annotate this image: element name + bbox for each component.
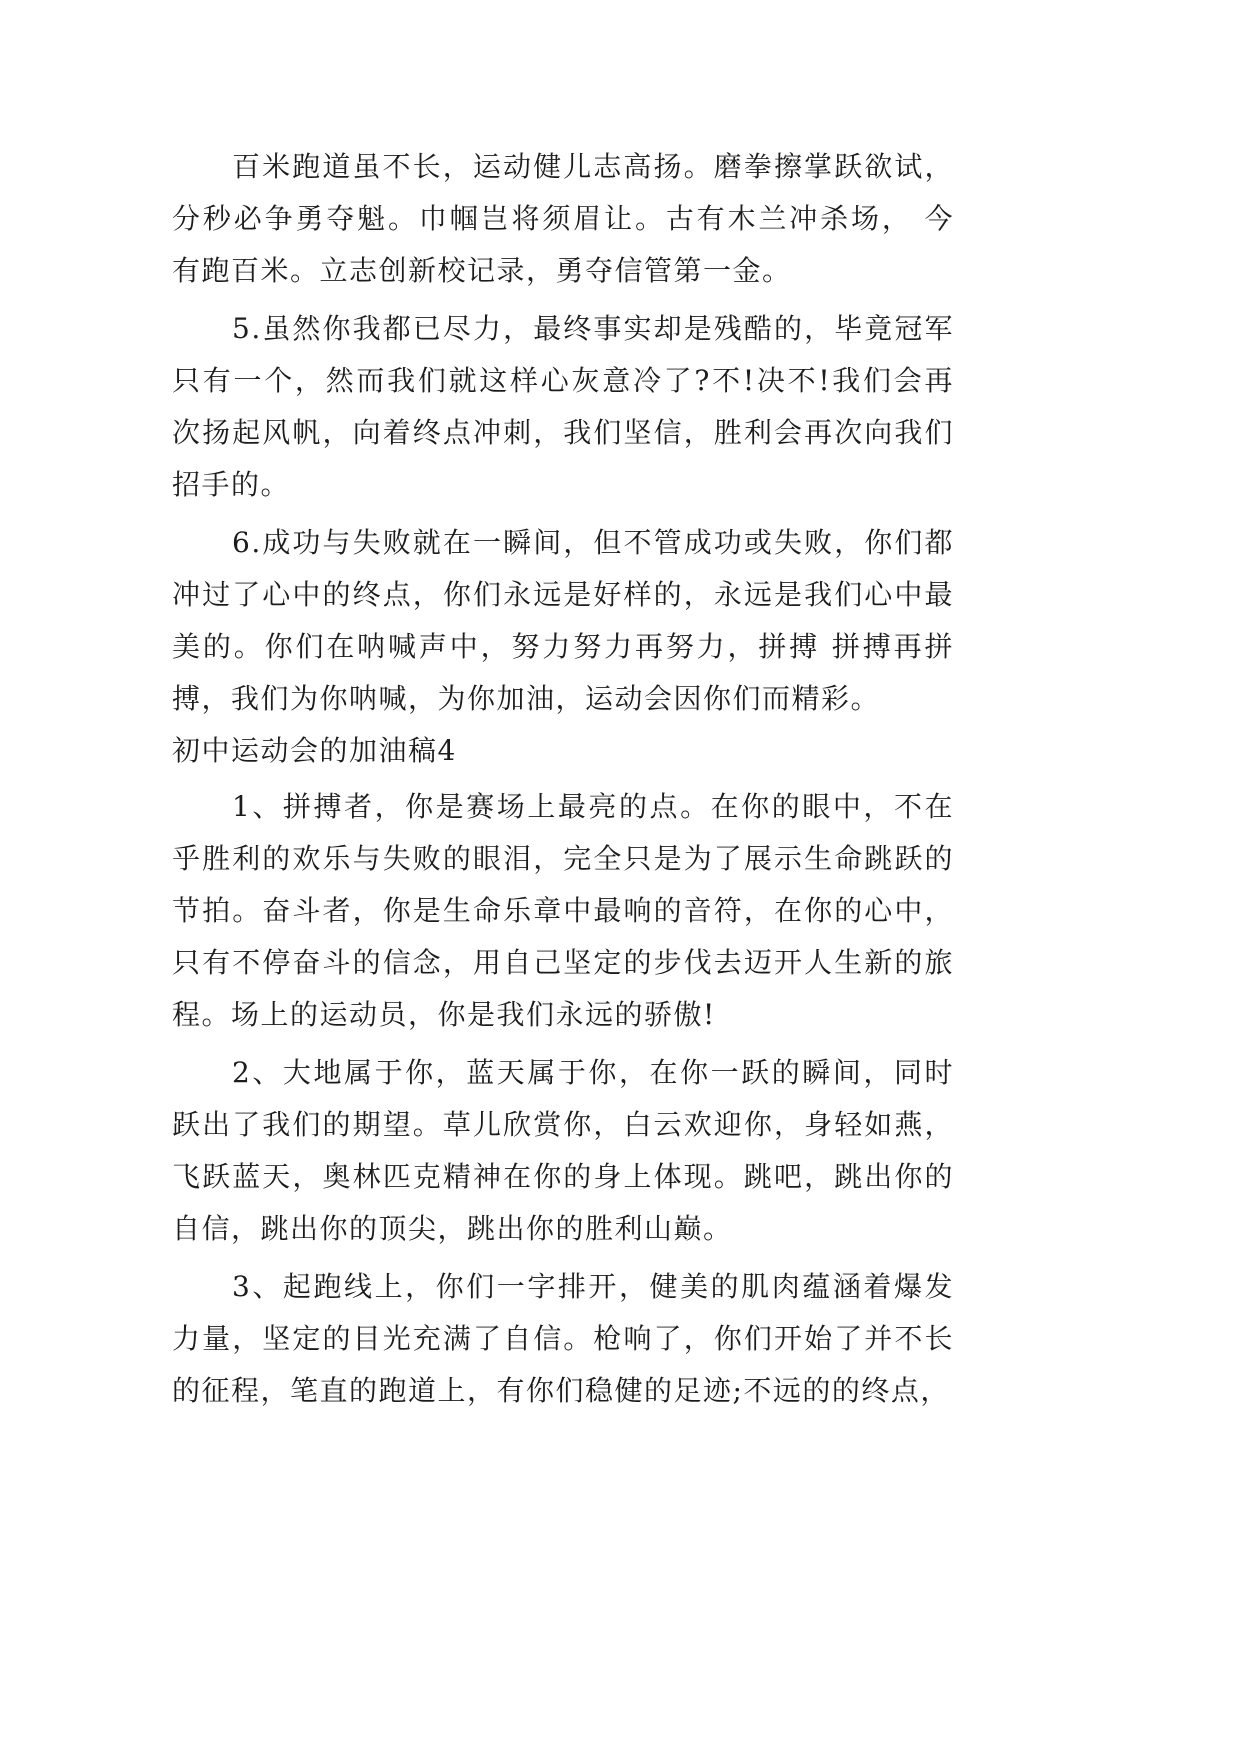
document-body[interactable] xyxy=(172,141,954,1417)
text-line: 只有一个，然而我们就这样心灰意冷了?不!决不!我们会再 xyxy=(172,364,954,397)
text-line: 3、起跑线上，你们一字排开，健美的肌肉蕴涵着爆发 xyxy=(232,1270,954,1303)
text-line: 飞跃蓝天，奥林匹克精神在你的身上体现。跳吧，跳出你的 xyxy=(172,1160,954,1193)
heading-text: 初中运动会的加油稿4 xyxy=(172,734,457,767)
paragraph xyxy=(172,517,954,725)
text-line: 2、大地属于你，蓝天属于你，在你一跃的瞬间，同时 xyxy=(232,1056,954,1089)
paragraph xyxy=(172,141,954,297)
text-line: 力量，坚定的目光充满了自信。枪响了，你们开始了并不长 xyxy=(172,1322,954,1355)
text-line: 分秒必争勇夺魁。巾帼岂将须眉让。古有木兰冲杀场， 今 xyxy=(172,202,954,235)
text-line: 6.成功与失败就在一瞬间，但不管成功或失败，你们都 xyxy=(232,526,954,559)
text-line: 冲过了心中的终点，你们永远是好样的，永远是我们心中最 xyxy=(172,578,954,611)
paragraph xyxy=(172,303,954,511)
text-line: 百米跑道虽不长，运动健儿志高扬。磨拳擦掌跃欲试， xyxy=(232,150,954,183)
section-heading xyxy=(172,725,954,777)
text-line: 只有不停奋斗的信念，用自己坚定的步伐去迈开人生新的旅 xyxy=(172,946,954,979)
text-line: 跃出了我们的期望。草儿欣赏你，白云欢迎你，身轻如燕， xyxy=(172,1108,954,1141)
text-line: 次扬起风帆，向着终点冲刺，我们坚信，胜利会再次向我们 xyxy=(172,416,954,449)
paragraph xyxy=(172,1261,954,1417)
text-line: 招手的。 xyxy=(172,468,291,501)
text-line: 自信，跳出你的顶尖，跳出你的胜利山巅。 xyxy=(172,1212,733,1245)
text-line: 程。场上的运动员，你是我们永远的骄傲! xyxy=(172,998,716,1031)
text-line: 1、拼搏者，你是赛场上最亮的点。在你的眼中，不在 xyxy=(232,790,954,823)
text-line: 搏，我们为你呐喊，为你加油，运动会因你们而精彩。 xyxy=(172,682,881,715)
paragraph xyxy=(172,781,954,1041)
text-line: 乎胜利的欢乐与失败的眼泪，完全只是为了展示生命跳跃的 xyxy=(172,842,954,875)
text-line: 节拍。奋斗者，你是生命乐章中最响的音符，在你的心中， xyxy=(172,894,954,927)
text-line: 的征程，笔直的跑道上，有你们稳健的足迹;不远的的终点， xyxy=(172,1374,950,1407)
paragraph xyxy=(172,1047,954,1255)
text-line: 有跑百米。立志创新校记录，勇夺信管第一金。 xyxy=(172,254,792,287)
text-line: 5.虽然你我都已尽力，最终事实却是残酷的，毕竟冠军 xyxy=(232,312,954,345)
text-line: 美的。你们在呐喊声中，努力努力再努力，拼搏 拼搏再拼 xyxy=(172,630,954,663)
